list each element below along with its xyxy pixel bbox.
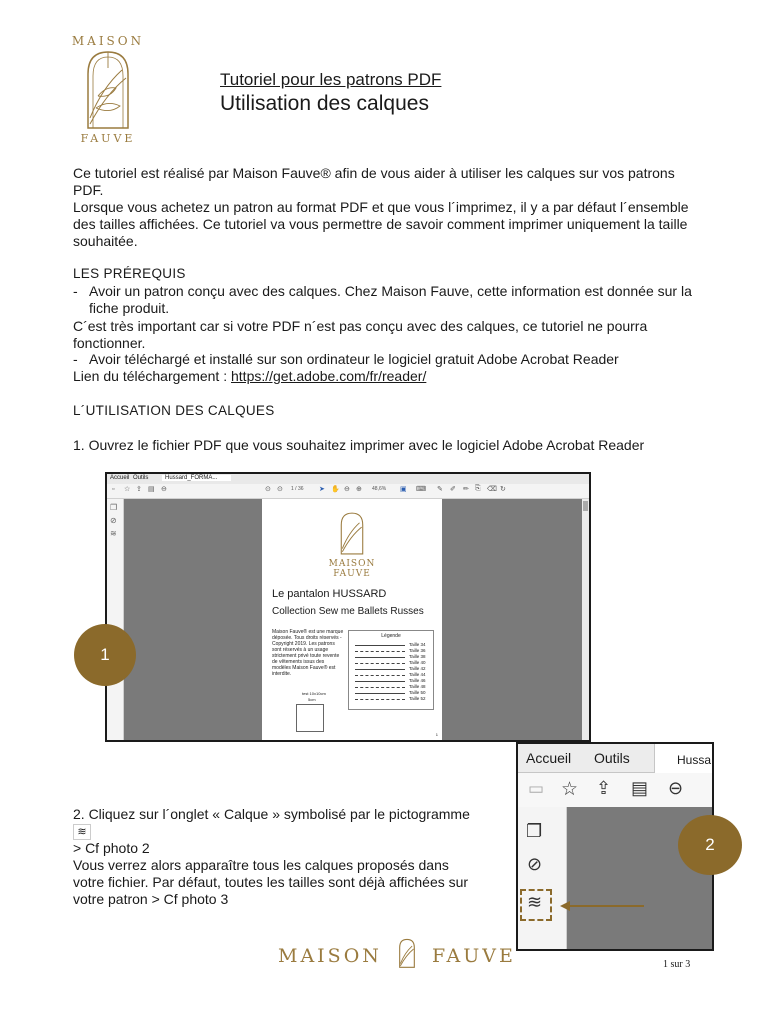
- prereq-heading: LES PRÉREQUIS: [73, 266, 186, 281]
- zoom-layers-icon[interactable]: ≋: [527, 892, 543, 912]
- doc-legend-label: Taille 36: [409, 648, 426, 653]
- prereq-item-2-text: Avoir téléchargé et installé sur son ordinateur le logiciel gratuit Adobe Acrobat Reader: [89, 351, 619, 367]
- zoom-pages-icon[interactable]: ❐: [526, 821, 543, 841]
- doc-legend-label: Taille 42: [409, 666, 426, 671]
- doc-legend-label: Taille 48: [409, 684, 426, 689]
- doc-legend-line: [355, 669, 405, 670]
- screenshot-acrobat-window: [105, 472, 591, 742]
- next-page-icon[interactable]: ⊙: [277, 486, 283, 493]
- logo-word-top: MAISON: [71, 34, 145, 48]
- zoom-search-icon[interactable]: ⊖: [668, 778, 684, 798]
- doc-legend-line: [355, 645, 405, 646]
- tab-accueil[interactable]: Accueil: [110, 475, 130, 481]
- doc-legend-line: [355, 651, 405, 652]
- document-title: Tutoriel pour les patrons PDF: [220, 70, 442, 89]
- doc-legend-line: [355, 693, 405, 694]
- prereq-note: C´est très important car si votre PDF n´est pas conçu avec des calques, ce tutoriel ne pourra fonctionner.: [73, 318, 648, 351]
- doc-legend-title: Légende: [381, 633, 401, 639]
- tab-document[interactable]: Hussard_FORMA...: [162, 475, 231, 481]
- doc-legend-line: [355, 681, 405, 682]
- zoom-tab-bar: [518, 744, 712, 773]
- print-icon[interactable]: ▤: [148, 486, 155, 493]
- doc-subtitle: Collection Sew me Ballets Russes: [272, 606, 424, 617]
- doc-legend-line: [355, 699, 405, 700]
- zoom-toolbar: [518, 773, 712, 808]
- acrobat-toolbar: [107, 484, 589, 499]
- doc-scale-square: [296, 704, 324, 732]
- hand-icon[interactable]: ✋: [331, 486, 340, 493]
- pdf-page-preview: [262, 499, 442, 740]
- prereq-item-1-text: Avoir un patron conçu avec des calques. Chez Maison Fauve, cette information est donnée sur la fiche produit.: [89, 283, 692, 316]
- doc-legend-label: Taille 34: [409, 642, 426, 647]
- step-2-text: [73, 806, 483, 857]
- attachments-icon[interactable]: ⊘: [110, 516, 117, 525]
- zoom-star-icon[interactable]: ☆: [561, 779, 579, 800]
- bullet-dash: -: [73, 351, 78, 367]
- step-2-line1: 2. Cliquez sur l´onglet « Calque » symbolisé par le pictogramme: [73, 806, 470, 822]
- select-cursor-icon[interactable]: ➤: [319, 486, 325, 493]
- step-2-line2: > Cf photo 2: [73, 840, 150, 857]
- highlight-icon[interactable]: ✐: [450, 486, 456, 493]
- bullet-dash: -: [73, 283, 78, 299]
- download-line: [73, 368, 703, 385]
- maison-fauve-logo: [68, 34, 148, 154]
- rotate-icon[interactable]: ↻: [500, 486, 506, 493]
- prev-page-icon[interactable]: ⊙: [265, 486, 271, 493]
- step-badge-2: 2: [678, 815, 742, 875]
- doc-scale-label: test 10x10cm: [302, 691, 326, 696]
- doc-legend-list: [353, 642, 429, 702]
- footer-logo: [278, 938, 516, 968]
- zoom-tab-outils[interactable]: Outils: [594, 750, 630, 766]
- download-label: Lien du téléchargement :: [73, 368, 231, 384]
- zoom-left-panel: [518, 807, 567, 949]
- doc-brand-top: MAISON: [328, 559, 376, 569]
- intro-paragraph-1: Ce tutoriel est réalisé par Maison Fauve® afin de vous aider à utiliser les calques sur vos patrons PDF.: [73, 165, 675, 198]
- doc-title: Le pantalon HUSSARD: [272, 588, 387, 600]
- doc-legend-label: Taille 44: [409, 672, 426, 677]
- delete-icon[interactable]: ⌫: [487, 486, 497, 493]
- arrow-pointer-icon: [558, 899, 648, 913]
- logo-word-bottom: FAUVE: [80, 132, 136, 145]
- stamp-icon[interactable]: ⎘: [475, 485, 481, 492]
- doc-page-number: 1: [435, 732, 438, 737]
- doc-brand-bottom: FAUVE: [333, 569, 371, 579]
- doc-legend-label: Taille 40: [409, 660, 426, 665]
- document-subtitle: Utilisation des calques: [220, 92, 429, 115]
- doc-legend-line: [355, 657, 405, 658]
- zoom-search-icon[interactable]: ⊖: [161, 486, 167, 493]
- doc-legend-box: [348, 630, 434, 710]
- upload-icon[interactable]: ⇪: [136, 486, 142, 493]
- page-number: 1 sur 3: [663, 959, 691, 970]
- footer-emblem-icon: [397, 938, 417, 968]
- doc-legend-line: [355, 675, 405, 676]
- zoom-in-icon[interactable]: ⊕: [356, 486, 362, 493]
- zoom-print-icon[interactable]: ▤: [631, 778, 649, 798]
- zoom-tab-document[interactable]: Hussa: [677, 753, 712, 767]
- step-badge-1: 1: [74, 624, 136, 686]
- layers-icon[interactable]: ≋: [110, 529, 117, 538]
- intro-paragraph-2: Lorsque vous achetez un patron au format PDF et que vous l´imprimez, il y a par défaut l´ensemble des tailles affichées. Ce tutoriel va vous permettre de savoir comment imprimer uniquement la taille souhaitée.: [73, 199, 689, 249]
- zoom-save-icon[interactable]: ▭: [528, 779, 545, 798]
- zoom-level[interactable]: 48,6%: [372, 486, 387, 492]
- draw-icon[interactable]: ✏: [463, 486, 469, 493]
- scrollbar[interactable]: [582, 499, 589, 740]
- zoom-tab-accueil[interactable]: Accueil: [526, 750, 572, 766]
- page-display-icon[interactable]: ▣: [400, 486, 407, 493]
- keyboard-icon[interactable]: ⌨: [416, 486, 427, 493]
- zoom-out-icon[interactable]: ⊖: [344, 486, 350, 493]
- zoom-upload-icon[interactable]: ⇪: [596, 778, 612, 798]
- doc-legend-label: Taille 38: [409, 654, 426, 659]
- comment-icon[interactable]: ✎: [437, 486, 443, 493]
- logo-emblem-icon: [82, 48, 134, 130]
- doc-legend-item: [353, 696, 429, 702]
- footer-logo-left: MAISON: [278, 945, 382, 967]
- zoom-attachment-icon[interactable]: ⊘: [527, 854, 543, 874]
- download-link[interactable]: https://get.adobe.com/fr/reader/: [231, 368, 427, 384]
- step-3-text: Vous verrez alors apparaître tous les calques proposés dans votre fichier. Par défaut, toutes les tailles sont déjà affichées sur votre patron > Cf photo 3: [73, 857, 469, 907]
- star-icon[interactable]: ☆: [124, 486, 131, 493]
- save-icon[interactable]: ▫: [112, 486, 115, 493]
- step-1-text: 1. Ouvrez le fichier PDF que vous souhaitez imprimer avec le logiciel Adobe Acrobat Reader: [73, 437, 645, 453]
- doc-scale-unit: 5cm: [308, 697, 316, 702]
- doc-legend-label: Taille 46: [409, 678, 426, 683]
- acrobat-left-panel: [107, 499, 124, 740]
- doc-legend-label: Taille 52: [409, 696, 426, 701]
- footer-logo-right: FAUVE: [432, 945, 516, 967]
- page-counter[interactable]: 1 / 36: [291, 486, 304, 492]
- pages-icon[interactable]: ❐: [110, 503, 118, 512]
- doc-logo-emblem-icon: [338, 511, 366, 555]
- tab-outils[interactable]: Outils: [133, 475, 149, 481]
- doc-legend-label: Taille 50: [409, 690, 426, 695]
- layers-pictogram-icon: ≋: [73, 824, 91, 840]
- doc-legend-line: [355, 663, 405, 664]
- doc-legend-line: [355, 687, 405, 688]
- usage-heading: L´UTILISATION DES CALQUES: [73, 403, 275, 418]
- doc-notice: Maison Fauve® est une marque déposée. Tous droits réservés - Copyright 2019. Les patrons sont réservés à un usage strictement privé toute revente de vêtements issus des modèles Maison Fauve® est interdite.: [272, 629, 344, 677]
